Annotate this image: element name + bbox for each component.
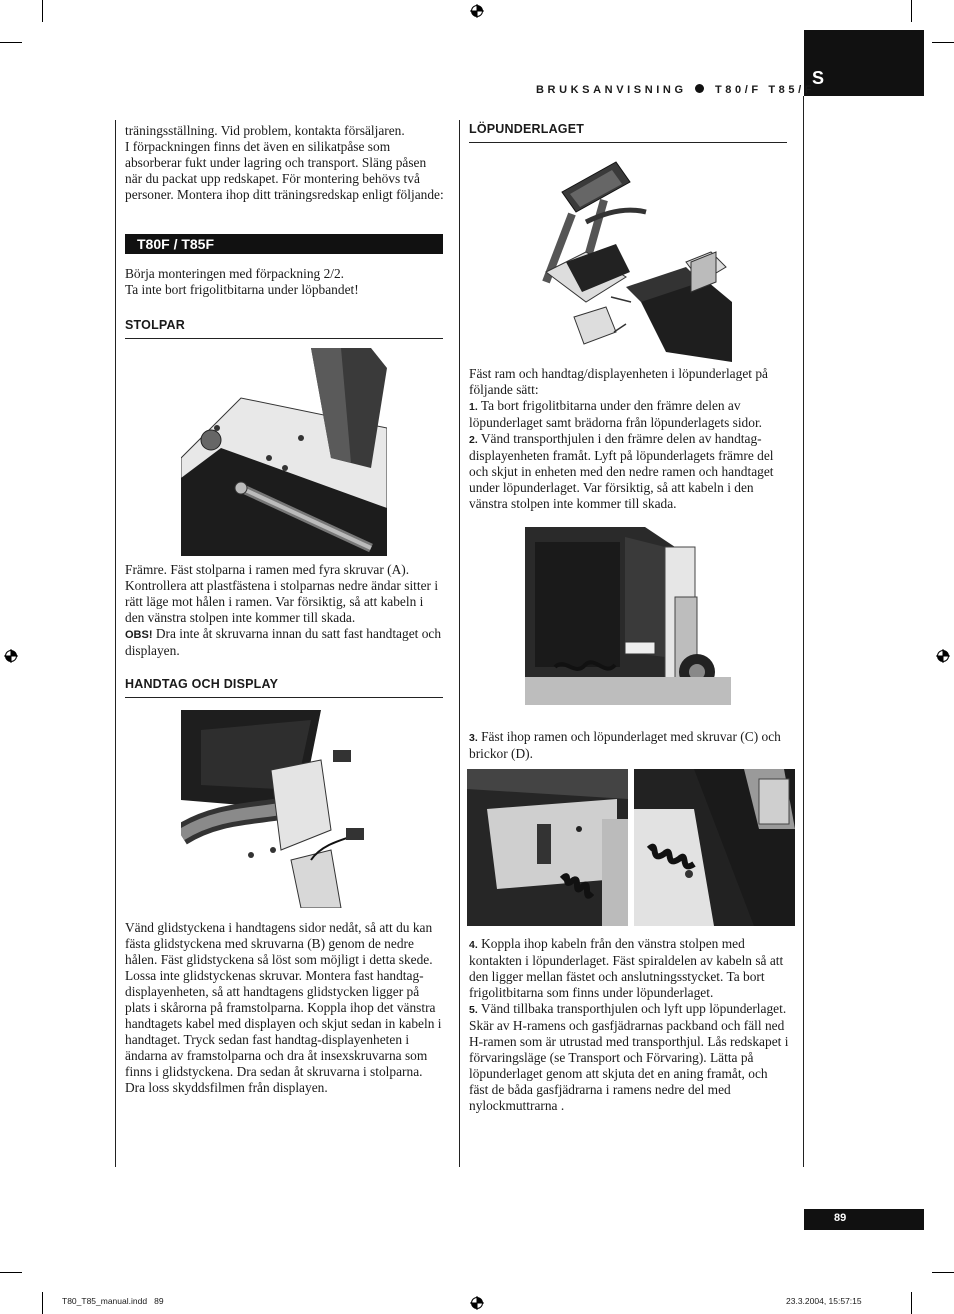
step-text: Fäst ihop ramen och löpunderlaget med skruvar (C) och brickor (D). [469, 729, 781, 761]
step-number: 3. [469, 732, 478, 744]
bullet-icon [695, 84, 704, 93]
running-header [536, 84, 815, 96]
handtag-text [125, 920, 445, 1096]
step-text: Koppla ihop kabeln från den vänstra stolpen med kontakten i löpunderlaget. Fäst spiraldelen av kabeln så att den ligger mellan fästet och anslutningsstycket. Ta bort frigolitbitarna som finns under löpunderlaget. [469, 936, 784, 1000]
wheel-frame-illustration [525, 527, 731, 705]
posts-illustration [181, 348, 387, 556]
crop-mark [0, 1272, 22, 1273]
intro-paragraph: I förpackningen finns det även en silikatpåse som absorberar fukt under lagring och transport. Släng påsen när du packat upp redskapet. För montering behövs två personer. Montera ihop ditt träningsredskap enligt följande: [125, 139, 444, 202]
language-tab [804, 30, 924, 96]
intro-paragraph: träningsställning. Vid problem, kontakta försäljaren. [125, 123, 405, 138]
figure-cable-connection [467, 769, 628, 926]
step-2 [469, 431, 789, 512]
stolpar-paragraph: Främre. Fäst stolparna i ramen med fyra skruvar (A). Kontrollera att plastfästena i stolparnas nedre ändar sitter i rätt läge mot hålen i ramen. Var försiktig, så att kabeln i den vänstra stolpen inte kommer till skada. [125, 562, 439, 625]
print-timestamp: 23.3.2004, 15:57:15 [786, 1296, 862, 1306]
model-bar-label: T80F / T85F [137, 236, 215, 252]
figure-treadmill-assembly [526, 152, 732, 362]
registration-mark-icon [4, 649, 18, 663]
language-tab-label: S [812, 68, 825, 88]
model-bar [125, 234, 443, 254]
start-line: Börja monteringen med förpackning 2/2. [125, 266, 345, 281]
right-intro [469, 366, 789, 512]
section-heading-lopunderlaget: LÖPUNDERLAGET [469, 122, 787, 143]
figure-spring-detail [634, 769, 795, 926]
page-number: 89 [834, 1212, 847, 1224]
section-heading-handtag: HANDTAG OCH DISPLAY [125, 677, 443, 698]
crop-mark [932, 42, 954, 43]
intro-text [125, 123, 445, 203]
crop-mark [911, 1292, 912, 1314]
obs-label: OBS! [125, 629, 153, 641]
crop-mark [911, 0, 912, 22]
figure-posts [181, 348, 387, 556]
crop-mark [0, 42, 22, 43]
column-rule-left [115, 120, 116, 1167]
handtag-paragraph: Vänd glidstyckena i handtagens sidor nedåt, så att du kan fästa glidstyckena med skruvarna (B) genom de nedre hålen. Fäst glidstyckena så löst som möjligt i detta skede. Lossa inte glidstyckenas skruvar. Montera fast handtag-displayenheten, så att handtagens glidstycken ligger på plats i skårorna på framstolparna. Koppla ihop det vänstra handtagets kabel med displayen och skjut sedan in kabeln i handtaget. Tryck sedan fast handtag-displayenheten i ändarna av framstolparna och dra åt insexskruvarna som finns i glidstyckena. Dra sedan åt skruvarna i stolparna. Dra loss skyddsfilmen från displayen. [125, 920, 442, 1095]
registration-mark-icon [936, 649, 950, 663]
figure-handlebar [181, 710, 387, 908]
crop-mark [42, 0, 43, 22]
running-title: BRUKSANVISNING [536, 84, 687, 96]
column-rule-middle [459, 120, 460, 1167]
figure-wheel-frame [525, 527, 731, 705]
stolpar-text [125, 562, 445, 659]
step-number: 2. [469, 434, 478, 446]
step-1 [469, 398, 789, 431]
step-number: 4. [469, 939, 478, 951]
section-heading-stolpar: STOLPAR [125, 318, 443, 339]
handlebar-illustration [181, 710, 387, 908]
treadmill-illustration [526, 152, 732, 362]
step-number: 1. [469, 401, 478, 413]
step-3-text [469, 729, 789, 762]
step-3 [469, 729, 789, 762]
obs-text: Dra inte åt skruvarna innan du satt fast handtaget och displayen. [125, 626, 442, 658]
model-name: T80/F T85/F [714, 84, 816, 96]
page-number-bar [804, 1209, 924, 1230]
crop-mark [42, 1292, 43, 1314]
steps-4-5-text [469, 936, 789, 1114]
obs-note [125, 626, 445, 659]
step-4 [469, 936, 789, 1001]
step-5 [469, 1001, 789, 1114]
step-text: Vänd tillbaka transporthjulen och lyft upp löpunderlaget. Skär av H-ramens och gasfjädrarnas packband och fäll ned H-ramen som är utrustad med transporthjul. Lås redskapet i förvaringsläge (se Transport och Förvaring). Lätta på löpunderlaget genom att skjuta det en aning framåt, och fäst de båda gasfjädrarna i ramens nedre del med nylockmuttrarna . [469, 1001, 789, 1113]
spring-detail-illustration [634, 769, 795, 926]
step-text: Vänd transporthjulen i den främre delen av handtag-displayenheten framåt. Lyft på löpunderlagets främre del och skjut in enheten med den nedre ramen och handtaget under löpunderlaget. Var försiktig, så att kabeln i den vänstra stolpen inte kommer till skada. [469, 431, 774, 511]
right-intro-paragraph: Fäst ram och handtag/displayenheten i löpunderlaget på följande sätt: [469, 366, 768, 397]
file-name: T80_T85_manual.indd 89 [62, 1296, 164, 1306]
registration-mark-icon [470, 4, 484, 18]
cable-connection-illustration [467, 769, 628, 926]
registration-mark-icon [470, 1296, 484, 1310]
start-text [125, 266, 445, 298]
start-line: Ta inte bort frigolitbitarna under löpbandet! [125, 282, 359, 297]
column-rule-right [803, 96, 804, 1167]
step-number: 5. [469, 1004, 478, 1016]
crop-mark [932, 1272, 954, 1273]
step-text: Ta bort frigolitbitarna under den främre delen av löpunderlaget samt brädorna från löpunderlagets sidor. [469, 398, 763, 430]
